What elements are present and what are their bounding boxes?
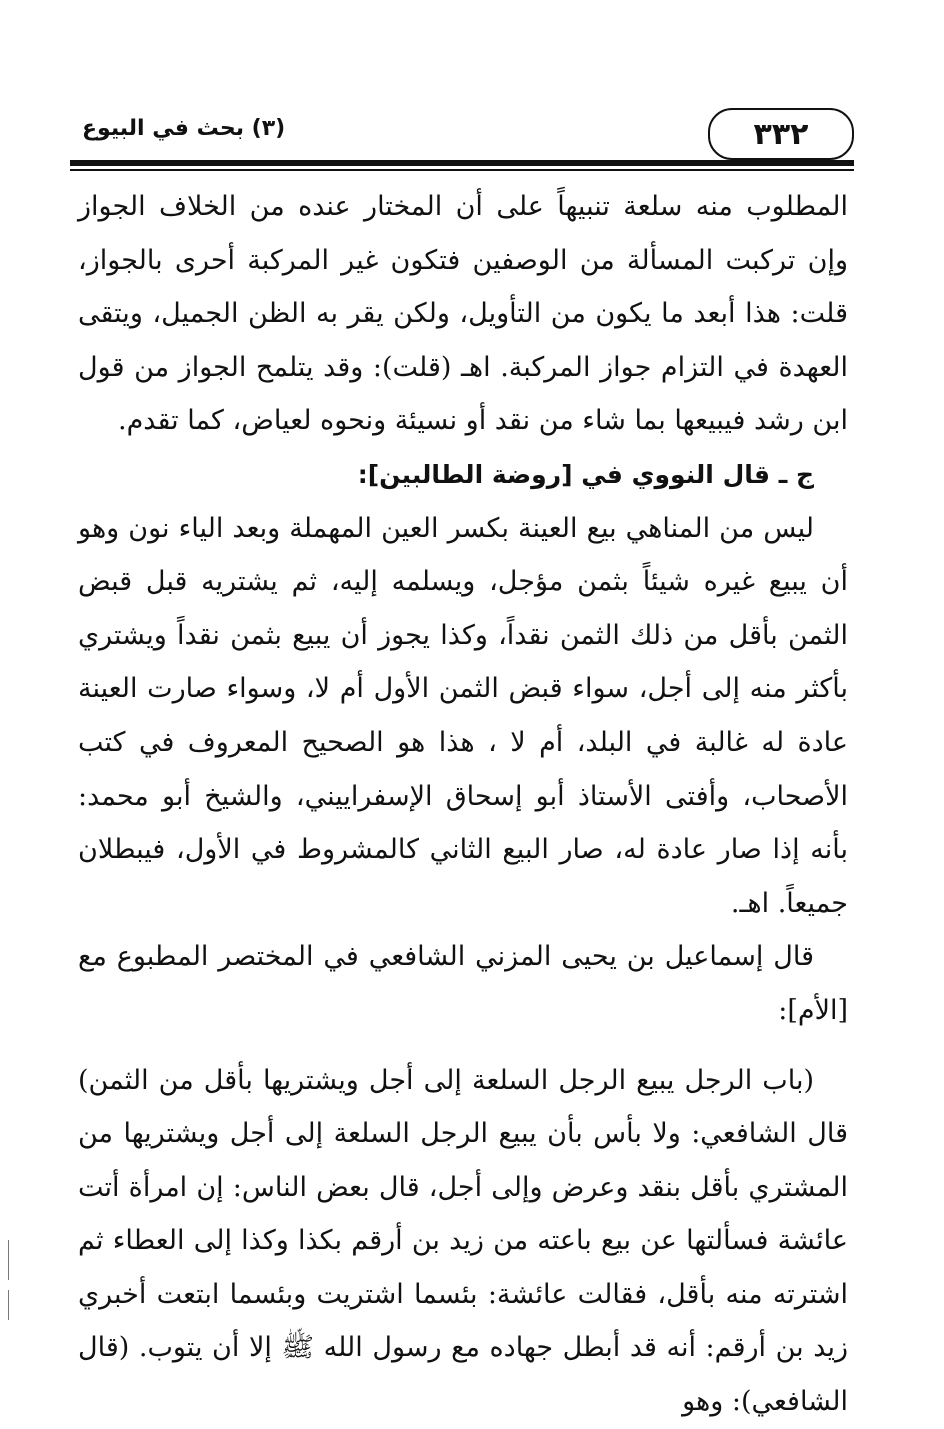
page-body — [78, 180, 848, 1429]
paragraph-muzani-quote: (باب الرجل يبيع الرجل السلعة إلى أجل ويشتريها بأقل من الثمن) قال الشافعي: ولا بأس بأن يبيع الرجل السلعة إلى أجل ويشتريها من المشتري بأقل بنقد وعرض وإلى أجل، قال بعض الناس: إن امرأة أتت عائشة فسألتها عن بيع باعته من زيد بن أرقم بكذا وكذا إلى العطاء ثم اشترته منه بأقل، فقالت عائشة: بئسما اشتريت وبئسما ابتعت أخبري زيد بن أرقم: أنه قد أبطل جهاده مع رسول الله ﷺ إلا أن يتوب. (قال الشافعي): وهو — [78, 1064, 848, 1418]
running-title: (٣) بحث في البيوع — [82, 116, 286, 141]
paragraph-gap — [78, 1038, 848, 1054]
header-rule-thin — [70, 169, 854, 171]
paragraph-continuation: المطلوب منه سلعة تنبيهاً على أن المختار عنده من الخلاف الجواز وإن تركبت المسألة من الوصفين فتكون غير المركبة أحرى بالجواز، قلت: هذا أبعد ما يكون من التأويل، ولكن يقر به الظن الجميل، ويتقى العهدة في التزام جواز المركبة. اهـ (قلت): وقد يتلمح الجواز من قول ابن رشد فيبيعها بما شاء من نقد أو نسيئة ونحوه لعياض، كما تقدم. — [78, 191, 848, 437]
header-rule-thick — [70, 160, 854, 166]
margin-scan-mark — [8, 1290, 9, 1320]
section-heading-c: ج ـ قال النووي في [روضة الطالبين]: — [357, 459, 814, 489]
margin-scan-mark — [8, 1240, 9, 1280]
paragraph-muzani-intro: قال إسماعيل بن يحيى المزني الشافعي في المختصر المطبوع مع [الأم]: — [78, 941, 848, 1026]
paragraph-nawawi-quote: ليس من المناهي بيع العينة بكسر العين المهملة وبعد الياء نون وهو أن يبيع غيره شيئاً بثمن مؤجل، ويسلمه إليه، ثم يشتريه قبل قبض الثمن بأقل من ذلك الثمن نقداً، وكذا يجوز أن يبيع بثمن نقداً ويشتري بأكثر منه إلى أجل، سواء قبض الثمن الأول أم لا، وسواء صارت العينة عادة له غالبة في البلد، أم لا ، هذا هو الصحيح المعروف في كتب الأصحاب، وأفتى الأستاذ أبو إسحاق الإسفراييني، والشيخ أبو محمد: بأنه إذا صار عادة له، صار البيع الثاني كالمشروط في الأول، فيبطلان جميعاً. اهـ. — [78, 512, 848, 919]
page-header — [70, 108, 854, 168]
page-number: ٣٣٢ — [708, 108, 854, 160]
